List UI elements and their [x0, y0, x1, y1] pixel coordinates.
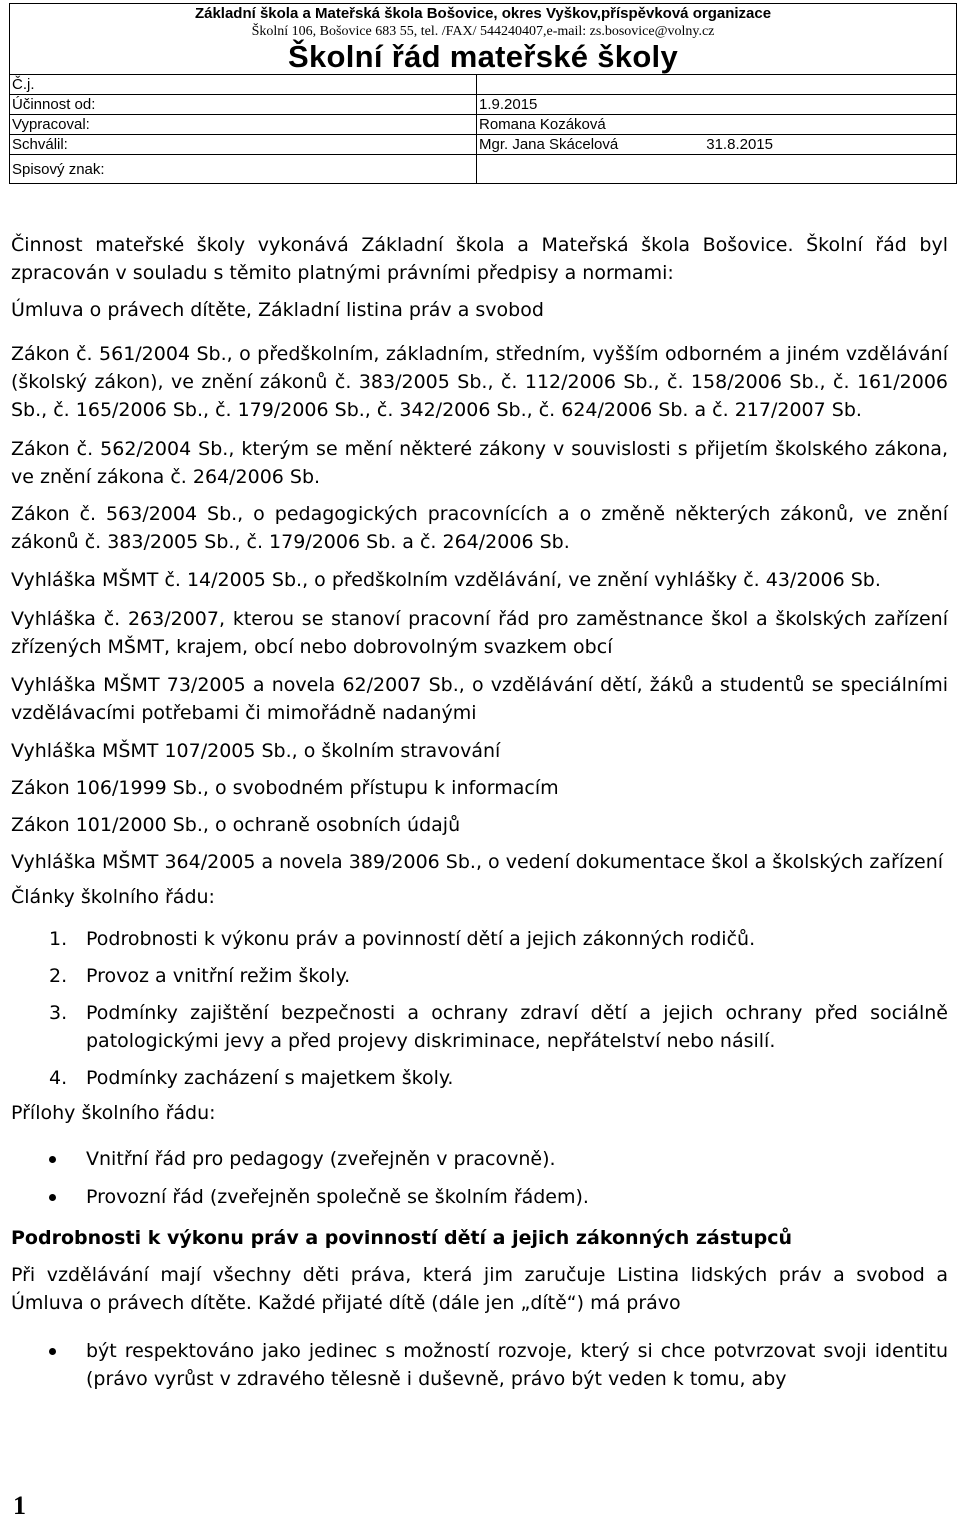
meta-value	[477, 95, 957, 115]
legal-reference: Zákon 101/2000 Sb., o ochraně osobních údajů	[11, 814, 461, 836]
approver-name: Mgr. Jana Skácelová	[479, 136, 619, 153]
bullet-icon	[49, 1194, 56, 1201]
legal-reference: Vyhláška č. 263/2007, kterou se stanoví pracovní řád pro zaměstnance škol a školských zařízení zřízených MŠMT, krajem, obcí nebo dobrovolným svazkem obcí	[11, 608, 948, 658]
list-item	[11, 999, 948, 1055]
list-text: Podmínky zacházení s majetkem školy.	[86, 1067, 454, 1089]
effective-date: 1.9.2015	[479, 96, 538, 113]
list-item	[11, 1145, 948, 1173]
section-heading: Podrobnosti k výkonu práv a povinností dětí a jejich zákonných zástupců	[11, 1227, 793, 1249]
list-item	[11, 1064, 948, 1092]
bullet-icon	[49, 1156, 56, 1163]
list-item	[11, 962, 948, 990]
approval-date: 31.8.2015	[706, 136, 773, 153]
intro-paragraph: Činnost mateřské školy vykonává Základní škola a Mateřská škola Bošovice. Školní řád byl zpracován v souladu s těmito platnými právními předpisy a normami:	[11, 234, 948, 284]
list-item	[11, 925, 948, 953]
list-text: Provoz a vnitřní režim školy.	[86, 965, 351, 987]
meta-label: Účinnost od:	[10, 95, 477, 115]
bullet-icon	[49, 1348, 56, 1355]
rights-list	[11, 1337, 948, 1393]
meta-value	[477, 135, 957, 155]
meta-value	[477, 115, 957, 135]
list-number: 1.	[49, 928, 68, 950]
section-paragraph: Při vzdělávání mají všechny děti práva, která jim zaručuje Listina lidských práv a svobod a Úmluva o právech dítěte. Každé přijaté dítě (dále jen „dítě“) má právo	[11, 1264, 948, 1314]
attachments-heading: Přílohy školního řádu:	[11, 1102, 216, 1124]
list-text: Provozní řád (zveřejněn společně se školním řádem).	[86, 1186, 589, 1208]
legal-reference: Zákon č. 561/2004 Sb., o předškolním, základním, středním, vyšším odborném a jiném vzdělávání (školský zákon), ve znění zákonů č. 383/2005 Sb., č. 112/2006 Sb., č. 158/2006 Sb., č. 161/2006 Sb., č. 165/2006 Sb., č. 179/2006 Sb., č. 342/2006 Sb., č. 624/2006 Sb. a č. 217/2007 Sb.	[11, 343, 948, 421]
page-number: 1	[13, 1491, 26, 1520]
document-body	[11, 231, 948, 1393]
school-contact: Školní 106, Bošovice 683 55, tel. /FAX/ 544240407,e-mail: zs.bosovice@volny.cz	[251, 24, 715, 39]
meta-label: Č.j.	[10, 75, 477, 95]
legal-reference: Vyhláška MŠMT č. 14/2005 Sb., o předškolním vzdělávání, ve znění vyhlášky č. 43/2006 Sb.	[11, 569, 881, 591]
meta-label: Schválil:	[10, 135, 477, 155]
meta-label: Vypracoval:	[10, 115, 477, 135]
list-text: Vnitřní řád pro pedagogy (zveřejněn v pracovně).	[86, 1148, 556, 1170]
legal-reference: Úmluva o právech dítěte, Základní listina práv a svobod	[11, 299, 544, 321]
legal-reference: Vyhláška MŠMT 73/2005 a novela 62/2007 Sb., o vzdělávání dětí, žáků a studentů se speciálními vzdělávacími potřebami či mimořádně nadanými	[11, 674, 948, 724]
list-item	[11, 1183, 948, 1211]
attachments-list	[11, 1145, 948, 1211]
document-title: Školní řád mateřské školy	[287, 39, 679, 74]
list-number: 2.	[49, 965, 68, 987]
author-name: Romana Kozáková	[479, 116, 606, 133]
legal-reference: Vyhláška MŠMT 107/2005 Sb., o školním stravování	[11, 740, 501, 762]
articles-list	[11, 925, 948, 1092]
list-text: Podmínky zajištění bezpečnosti a ochrany zdraví dětí a jejich ochrany před sociálně patologickými jevy a před projevy diskriminace, nepřátelství nebo násilí.	[86, 1002, 948, 1052]
legal-reference: Zákon č. 563/2004 Sb., o pedagogických pracovnících a o změně některých zákonů, ve znění zákonů č. 383/2005 Sb., č. 179/2006 Sb. a č. 264/2006 Sb.	[11, 503, 948, 553]
meta-value	[477, 155, 957, 184]
header-table	[9, 3, 957, 184]
school-name: Základní škola a Mateřská škola Bošovice, okres Vyškov,příspěvková organizace	[194, 5, 772, 22]
legal-reference: Vyhláška MŠMT 364/2005 a novela 389/2006 Sb., o vedení dokumentace škol a školských zařízení	[11, 851, 944, 873]
meta-value	[477, 75, 957, 95]
legal-reference: Zákon 106/1999 Sb., o svobodném přístupu k informacím	[11, 777, 559, 799]
list-number: 3.	[49, 1002, 68, 1024]
list-number: 4.	[49, 1067, 68, 1089]
list-text: Podrobnosti k výkonu práv a povinností dětí a jejich zákonných rodičů.	[86, 928, 756, 950]
list-text: být respektováno jako jedinec s možností rozvoje, který si chce potvrzovat svoji identitu (právo vyrůst v zdravého tělesně i duševně, právo být veden k tomu, aby	[86, 1340, 948, 1390]
school-info-cell	[10, 4, 957, 75]
articles-heading: Články školního řádu:	[11, 886, 215, 908]
meta-label: Spisový znak:	[10, 155, 477, 184]
legal-reference: Zákon č. 562/2004 Sb., kterým se mění některé zákony v souvislosti s přijetím školského zákona, ve znění zákona č. 264/2006 Sb.	[11, 438, 948, 488]
list-item	[11, 1337, 948, 1393]
